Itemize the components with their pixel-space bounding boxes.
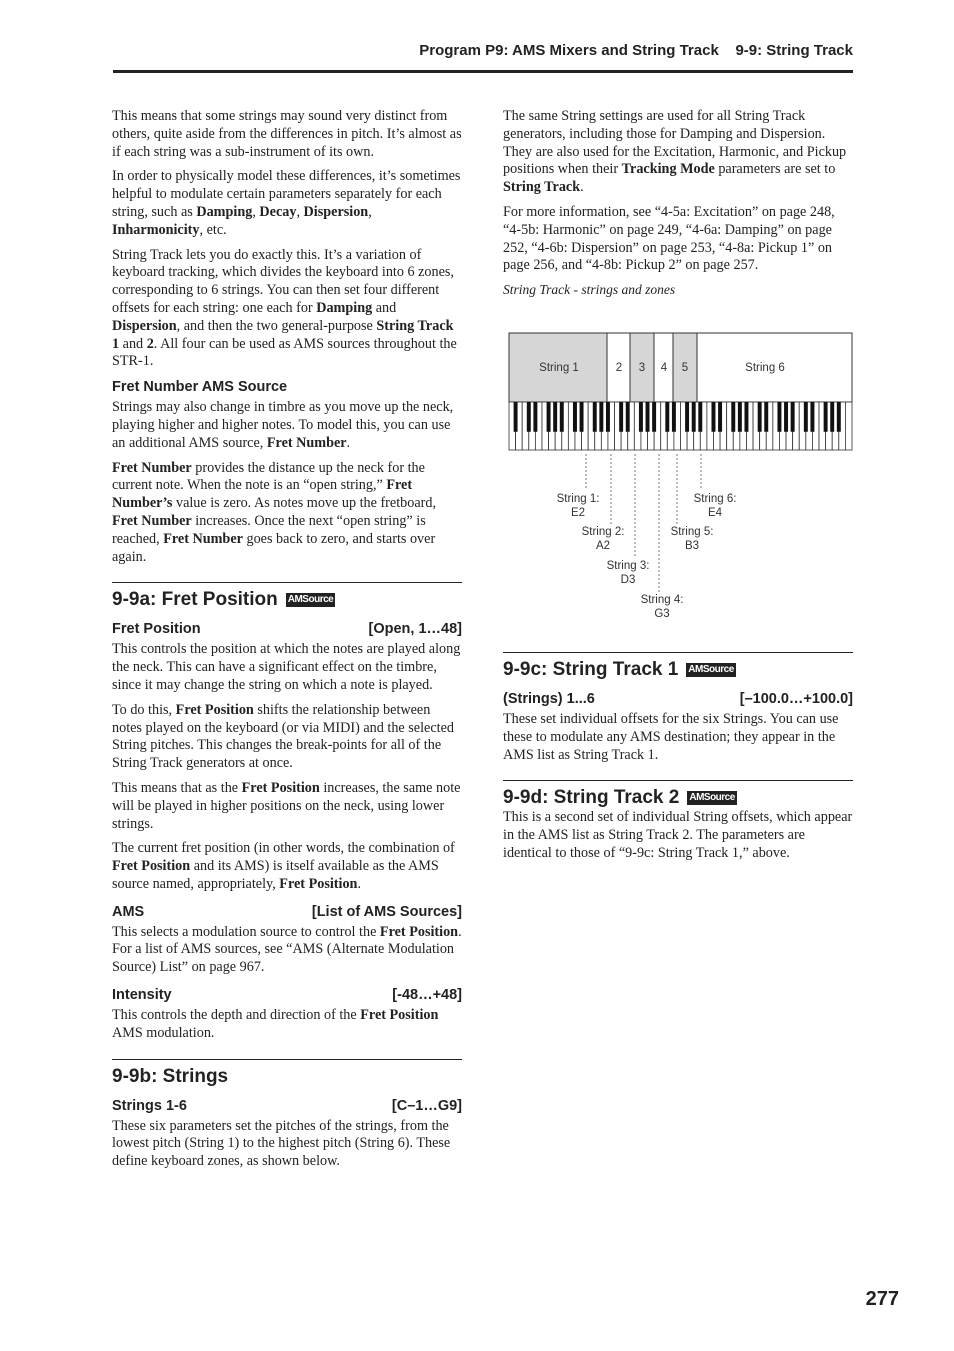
black-key bbox=[744, 402, 748, 432]
piano-keyboard bbox=[509, 402, 852, 450]
black-key bbox=[824, 402, 828, 432]
black-key bbox=[626, 402, 630, 432]
paragraph: Fret Number provides the distance up the neck for the current note. When the note is an “open string,” Fret Number’s value is zero. As notes move up the fretboard, Fret Number increases. Once the next “open string” is reached, Fret Number goes back to zero, and starts over again. bbox=[112, 459, 436, 565]
string-note: E2 bbox=[570, 507, 586, 519]
black-key bbox=[830, 402, 834, 432]
amsource-badge: AMSource bbox=[689, 792, 735, 804]
black-key bbox=[712, 402, 716, 432]
black-key bbox=[639, 402, 643, 432]
string-zones-figure bbox=[503, 330, 857, 630]
amsource-badge: AMSource bbox=[287, 594, 334, 606]
param-name: Intensity bbox=[112, 987, 172, 1004]
section-title: 9-9c: String Track 1 bbox=[503, 659, 679, 680]
black-key bbox=[606, 402, 610, 432]
section-title: 9-9b: Strings bbox=[112, 1065, 229, 1087]
paragraph: The same String settings are used for all String Track generators, including those for Damping and Dispersion. They are also used for the Excitation, Harmonic, and Pickup positions when their Tracking Mode parameters are set to String Track. bbox=[503, 108, 847, 196]
black-key bbox=[698, 402, 702, 432]
section-9-9b bbox=[112, 1059, 462, 1088]
string-label: String 3: bbox=[606, 560, 650, 572]
param-range: [List of AMS Sources] bbox=[311, 903, 462, 920]
param-name: AMS bbox=[112, 903, 145, 920]
black-key bbox=[619, 402, 623, 432]
paragraph: This selects a modulation source to control the Fret Position. For a list of AMS sources, see “AMS (Alternate Modulation Source) List” on page 967. bbox=[112, 923, 462, 976]
paragraph: These set individual offsets for the six Strings. You can use these to modulate any AMS destination; they appear in the AMS list as String Track 1. bbox=[503, 711, 839, 763]
string-note: A2 bbox=[595, 540, 611, 552]
param-name: Strings 1-6 bbox=[112, 1097, 187, 1114]
figure-caption: String Track - strings and zones bbox=[503, 282, 676, 298]
right-column bbox=[503, 108, 853, 302]
black-key bbox=[593, 402, 597, 432]
black-key bbox=[560, 402, 564, 432]
black-key bbox=[837, 402, 841, 432]
paragraph: This means that as the Fret Position increases, the same note will be played in higher positions on the neck, using lower strings. bbox=[112, 779, 461, 832]
black-key bbox=[718, 402, 722, 432]
black-key bbox=[580, 402, 584, 432]
black-key bbox=[784, 402, 788, 432]
param-name: Fret Position bbox=[112, 621, 201, 638]
black-key bbox=[665, 402, 669, 432]
black-key bbox=[685, 402, 689, 432]
zone-label: String 1 bbox=[539, 362, 579, 374]
zone-label: 4 bbox=[660, 362, 668, 374]
black-key bbox=[804, 402, 808, 432]
keyboard-diagram bbox=[503, 330, 857, 630]
black-key bbox=[652, 402, 656, 432]
black-key bbox=[646, 402, 650, 432]
string-labels bbox=[557, 493, 737, 620]
param-range: [C–1…G9] bbox=[391, 1097, 462, 1114]
black-key bbox=[692, 402, 696, 432]
black-key bbox=[672, 402, 676, 432]
param-range: [-48…+48] bbox=[392, 987, 462, 1004]
left-column bbox=[112, 108, 462, 1178]
param-name: (Strings) 1...6 bbox=[503, 691, 595, 707]
black-key bbox=[738, 402, 742, 432]
string-label: D3 bbox=[620, 574, 636, 586]
paragraph: For more information, see “4-5a: Excitation” on page 248, “4-5b: Harmonic” on page 249, “4-6a: Damping” on page 252, “4-6b: Dispersion” on page 253, “4-8a: Pickup 1” on page 256, and “4-8b: Pickup 2” on page 257. bbox=[503, 203, 835, 274]
black-key bbox=[777, 402, 781, 432]
section-title: 9-9a: Fret Position bbox=[112, 589, 278, 611]
string-note: E4 bbox=[707, 507, 723, 519]
param-string-track-1 bbox=[503, 691, 853, 707]
paragraph: This controls the depth and direction of the Fret Position AMS modulation. bbox=[112, 1007, 439, 1041]
black-key bbox=[533, 402, 537, 432]
paragraph: These six parameters set the pitches of the strings, from the lowest pitch (String 1) to the highest pitch (String 6). These define keyboard zones, as shown below. bbox=[112, 1117, 451, 1170]
string-label: String 6: bbox=[693, 493, 737, 505]
paragraph: This is a second set of individual String offsets, which appear in the AMS list as String Track 2. The parameters are identical to those of “9-9c: String Track 1,” above. bbox=[503, 809, 853, 861]
page-number: 277 bbox=[865, 1288, 899, 1310]
section-9-9a bbox=[112, 582, 462, 611]
black-key bbox=[553, 402, 557, 432]
black-key bbox=[810, 402, 814, 432]
string-label: String 2: bbox=[581, 526, 625, 538]
black-key bbox=[599, 402, 603, 432]
zone-label: 5 bbox=[681, 362, 689, 374]
param-ams bbox=[112, 904, 462, 920]
amsource-badge: AMSource bbox=[688, 664, 734, 675]
page-header bbox=[113, 40, 853, 73]
paragraph: This controls the position at which the notes are played along the neck. This can have a significant effect on the timbre, since it may change the string on which a note is played. bbox=[112, 641, 461, 693]
string-label: String 5: bbox=[670, 526, 714, 538]
paragraph: The current fret position (in other words, the combination of Fret Position and its AMS) is itself available as the AMS source named, appropriately, Fret Position. bbox=[112, 840, 455, 892]
black-key bbox=[547, 402, 551, 432]
param-intensity bbox=[112, 987, 462, 1003]
param-range: [–100.0…+100.0] bbox=[739, 691, 853, 707]
paragraph: In order to physically model these differences, it’s sometimes helpful to modulate certain parameters separately for each string, such as Damping, Decay, Dispersion, Inharmonicity, etc. bbox=[112, 168, 461, 238]
string-note: B3 bbox=[684, 540, 700, 552]
zone-label: 3 bbox=[638, 362, 646, 374]
black-key bbox=[527, 402, 531, 432]
section-9-9d bbox=[503, 780, 853, 809]
black-key bbox=[731, 402, 735, 432]
string-label: String 1: bbox=[556, 493, 600, 505]
paragraph: This means that some strings may sound very distinct from others, quite aside from the differences in pitch. It’s almost as if each string was a sub-instrument of its own. bbox=[112, 108, 462, 160]
white-key bbox=[845, 402, 852, 450]
section-9-9c bbox=[503, 652, 853, 681]
zone-label: String 6 bbox=[745, 362, 785, 374]
black-key bbox=[514, 402, 518, 432]
black-key bbox=[764, 402, 768, 432]
param-range: [Open, 1…48] bbox=[368, 621, 462, 638]
right-column-lower bbox=[503, 652, 853, 870]
zone-label: 2 bbox=[615, 362, 623, 374]
section-title: 9-9d: String Track 2 bbox=[503, 787, 680, 809]
black-key bbox=[573, 402, 577, 432]
subheading-fret-number: Fret Number AMS Source bbox=[112, 379, 288, 396]
header-title: Program P9: AMS Mixers and String Track 9-9: String Track bbox=[419, 42, 853, 59]
paragraph: String Track lets you do exactly this. It’s a variation of keyboard tracking, which divides the keyboard into 6 zones, corresponding to 6 strings. You can then set four different offsets for each string: one each for Damping and Dispersion, and then the two general-purpose String Track 1 and 2. All four can be used as AMS sources throughout the STR-1. bbox=[112, 246, 457, 370]
paragraph: To do this, Fret Position shifts the relationship between notes played on the keyboard (or via MIDI) and the selected String pitches. This changes the break-points for all of the String Track generators at once. bbox=[112, 701, 454, 772]
param-strings bbox=[112, 1098, 462, 1114]
black-key bbox=[791, 402, 795, 432]
string-label: String 4: bbox=[640, 594, 684, 606]
string-note: G3 bbox=[654, 608, 670, 620]
black-key bbox=[758, 402, 762, 432]
paragraph: Strings may also change in timbre as you move up the neck, playing higher and higher notes. To model this, you can use an additional AMS source, Fret Number. bbox=[112, 399, 454, 451]
param-fret-position bbox=[112, 621, 462, 637]
